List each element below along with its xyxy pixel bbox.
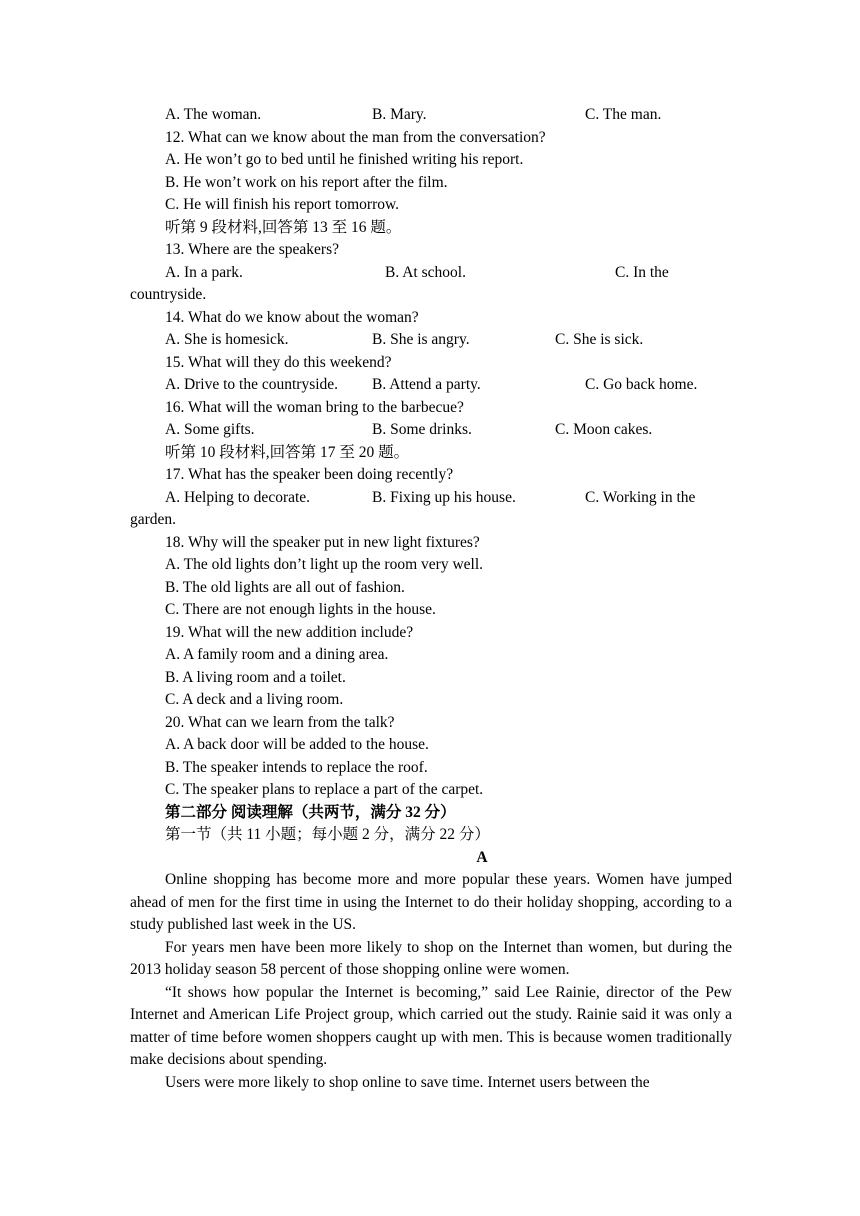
section-1-heading: 第一节（共 11 小题；每小题 2 分，满分 22 分） [165, 826, 490, 843]
q16-question: 16. What will the woman bring to the barbecue? [165, 398, 464, 416]
q14-question: 14. What do we know about the woman? [165, 308, 419, 326]
q20-option-a: A. A back door will be added to the house. [165, 736, 429, 753]
q18-option-b: B. The old lights are all out of fashion. [165, 578, 405, 596]
q12-option-a: A. He won’t go to bed until he finished writing his report. [165, 151, 524, 168]
q11-option-b: B. Mary. [372, 106, 427, 123]
q17-option-a: A. Helping to decorate. [165, 488, 311, 506]
q12-option-b: B. He won’t work on his report after the film. [165, 173, 448, 191]
passage-paragraph-1: Online shopping has become more and more popular these years. Women have jumped ahead of men for the first time in using the Internet to do their holiday shopping, according to a study published last week in the US. [130, 871, 732, 933]
q20-option-c: C. The speaker plans to replace a part of the carpet. [165, 781, 484, 798]
section-9-instruction: 听第 9 段材料,回答第 13 至 16 题。 [165, 218, 402, 236]
q17-options [0, 487, 860, 510]
q18-option-c: C. There are not enough lights in the house. [165, 601, 436, 618]
q11-options [0, 104, 860, 127]
q17-option-c-continued: garden. [130, 511, 177, 528]
q15-question: 15. What will they do this weekend? [165, 353, 392, 371]
q13-option-c: C. In the [615, 263, 669, 281]
q15-option-c: C. Go back home. [585, 376, 698, 393]
part-2-heading: 第二部分 阅读理解（共两节，满分 32 分） [165, 803, 456, 821]
q15-option-a: A. Drive to the countryside. [165, 376, 339, 393]
q12-question: 12. What can we know about the man from the conversation? [165, 128, 546, 146]
q16-options [0, 419, 860, 442]
q19-question: 19. What will the new addition include? [165, 623, 414, 641]
q14-option-b: B. She is angry. [372, 331, 470, 348]
q19-option-a: A. A family room and a dining area. [165, 646, 389, 663]
q19-option-b: B. A living room and a toilet. [165, 668, 346, 686]
q13-option-a: A. In a park. [165, 263, 243, 281]
q13-options [0, 262, 860, 285]
q16-option-c: C. Moon cakes. [555, 421, 653, 438]
q11-option-a: A. The woman. [165, 106, 262, 123]
q13-option-c-continued: countryside. [130, 286, 207, 303]
q17-option-b: B. Fixing up his house. [372, 488, 516, 506]
q11-option-c: C. The man. [585, 106, 662, 123]
q15-options [0, 374, 860, 397]
q14-option-c: C. She is sick. [555, 331, 644, 348]
q13-option-b: B. At school. [385, 263, 466, 281]
q12-option-c: C. He will finish his report tomorrow. [165, 196, 400, 213]
passage-paragraph-4: Users were more likely to shop online to save time. Internet users between the [165, 1073, 650, 1091]
q18-question: 18. Why will the speaker put in new light fixtures? [165, 533, 480, 551]
q14-option-a: A. She is homesick. [165, 331, 289, 348]
q17-option-c: C. Working in the [585, 488, 696, 506]
q14-options [0, 329, 860, 352]
q18-option-a: A. The old lights don’t light up the room very well. [165, 556, 484, 573]
passage-paragraph-3: “It shows how popular the Internet is becoming,” said Lee Rainie, director of the Pew Internet and American Life Project group, which carried out the study. Rainie said it was only a matter of time before women shoppers caught up with men. This is because women traditionally make decisions about spending. [130, 983, 732, 1068]
passage-label: A [476, 848, 488, 866]
q13-question: 13. Where are the speakers? [165, 241, 339, 258]
q19-option-c: C. A deck and a living room. [165, 691, 344, 708]
q20-question: 20. What can we learn from the talk? [165, 713, 395, 731]
q15-option-b: B. Attend a party. [372, 376, 481, 393]
q20-option-b: B. The speaker intends to replace the roof. [165, 758, 428, 776]
q17-question: 17. What has the speaker been doing recently? [165, 466, 454, 483]
q16-option-a: A. Some gifts. [165, 421, 255, 438]
exam-page [0, 104, 860, 1094]
section-10-instruction: 听第 10 段材料,回答第 17 至 20 题。 [165, 443, 410, 461]
q16-option-b: B. Some drinks. [372, 421, 472, 438]
passage-paragraph-2: For years men have been more likely to shop on the Internet than women, but during the 2013 holiday season 58 percent of those shopping online were women. [130, 938, 732, 978]
